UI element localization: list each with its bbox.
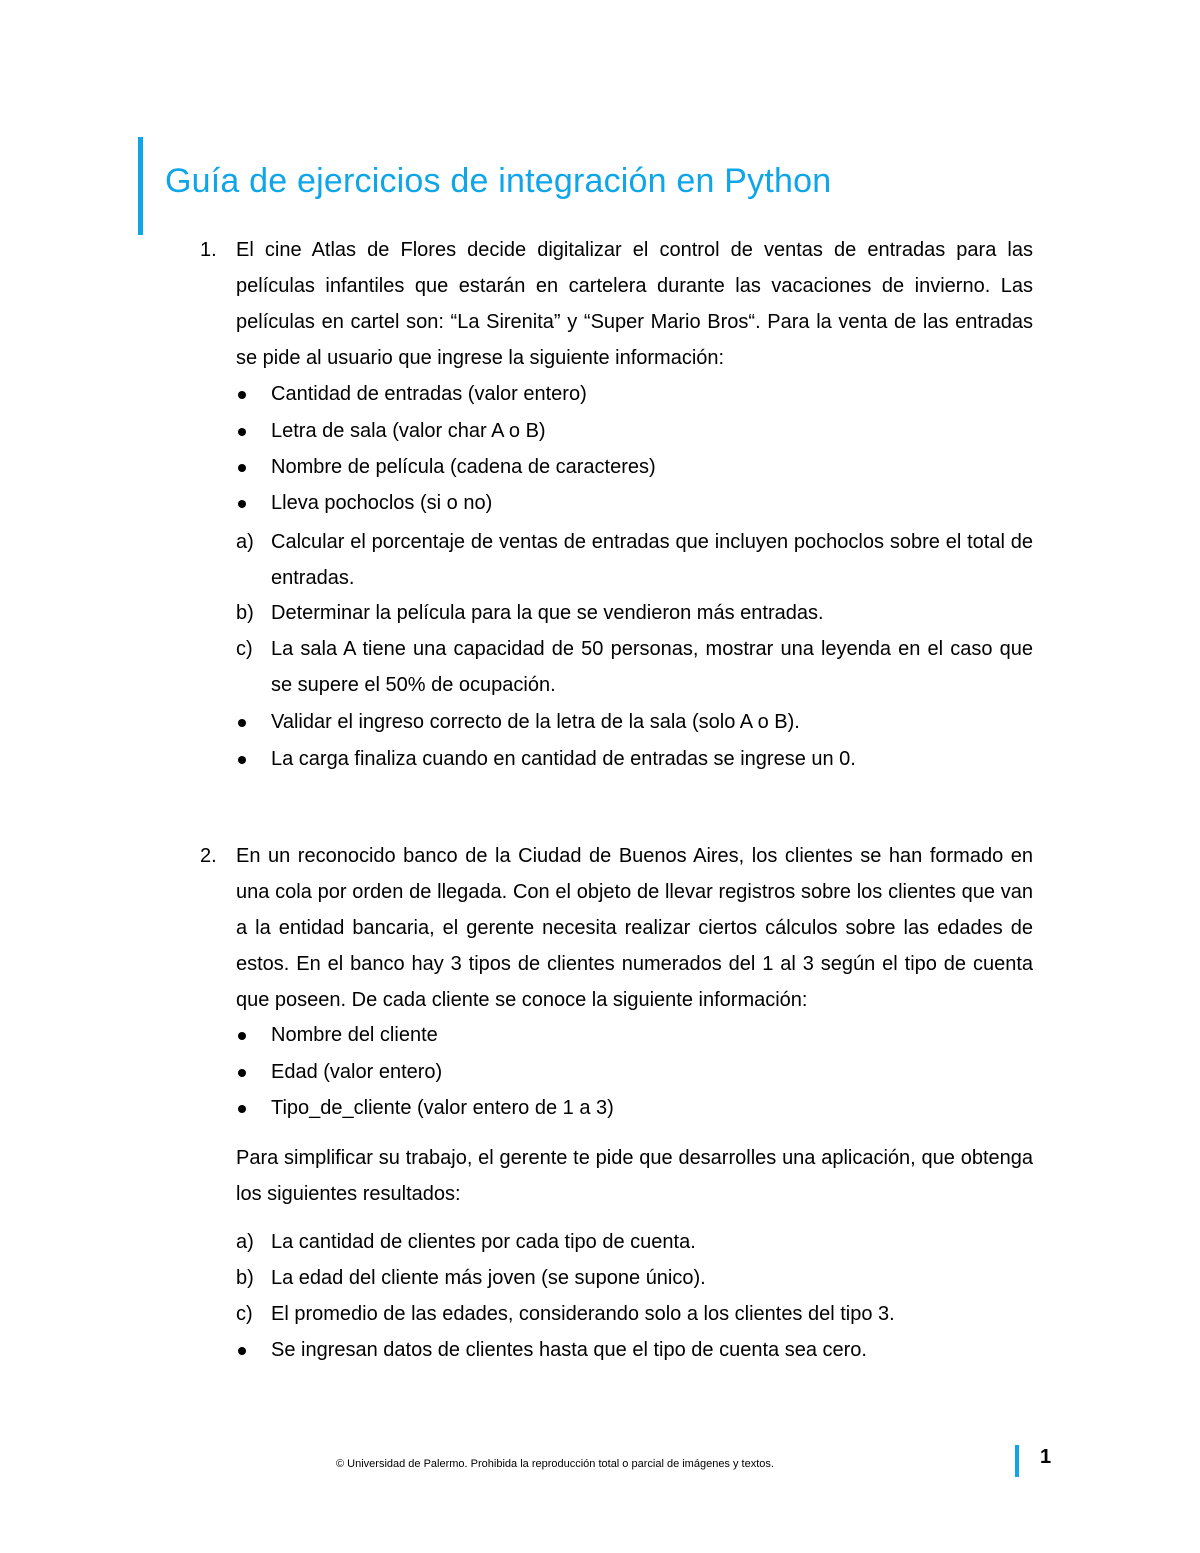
exercise-1-task-a: Calcular el porcentaje de ventas de entradas que incluyen pochoclos sobre el total de entradas.	[271, 531, 1033, 589]
title-accent-bar	[138, 137, 143, 235]
exercise-2-bullet-1: Nombre del cliente	[271, 1024, 438, 1046]
exercise-2-note-1: Se ingresan datos de clientes hasta que el tipo de cuenta sea cero.	[271, 1339, 867, 1361]
exercise-1-task-b-marker: b)	[236, 602, 254, 624]
exercise-1-number: 1.	[200, 239, 217, 261]
exercise-1-note-1: Validar el ingreso correcto de la letra de la sala (solo A o B).	[271, 711, 800, 733]
exercise-2-bullet-3: Tipo_de_cliente (valor entero de 1 a 3)	[271, 1097, 614, 1119]
exercise-2-intro: En un reconocido banco de la Ciudad de Buenos Aires, los clientes se han formado en una cola por orden de llegada. Con el objeto de llevar registros sobre los clientes que van a la entidad bancaria, el gerente necesita realizar ciertos cálculos sobre las edades de estos. En el banco hay 3 tipos de clientes numerados del 1 al 3 según el tipo de cuenta que poseen. De cada cliente se conoce la siguiente información:	[236, 845, 1033, 1011]
page-number: 1	[1040, 1446, 1052, 1468]
bullet-icon	[238, 1032, 246, 1040]
bullet-icon	[238, 1105, 246, 1113]
exercise-1-note-2: La carga finaliza cuando en cantidad de entradas se ingrese un 0.	[271, 748, 856, 770]
exercise-1-task-c: La sala A tiene una capacidad de 50 personas, mostrar una leyenda en el caso que se supere el 50% de ocupación.	[271, 638, 1033, 696]
exercise-1-bullet-2: Letra de sala (valor char A o B)	[271, 420, 546, 442]
exercise-1-bullet-4: Lleva pochoclos (si o no)	[271, 492, 493, 514]
exercise-2-task-a-marker: a)	[236, 1231, 254, 1253]
bullet-icon	[238, 1069, 246, 1077]
document-title: Guía de ejercicios de integración en Python	[165, 162, 832, 200]
exercise-2-bullet-2: Edad (valor entero)	[271, 1061, 443, 1083]
bullet-icon	[238, 428, 246, 436]
bullet-icon	[238, 1347, 246, 1355]
bullet-icon	[238, 500, 246, 508]
bullet-icon	[238, 756, 246, 764]
exercise-2-task-c: El promedio de las edades, considerando solo a los clientes del tipo 3.	[271, 1303, 895, 1325]
exercise-2-paragraph: Para simplificar su trabajo, el gerente te pide que desarrolles una aplicación, que obtenga los siguientes resultados:	[236, 1147, 1033, 1205]
exercise-1-intro: El cine Atlas de Flores decide digitalizar el control de ventas de entradas para las películas infantiles que estarán en cartelera durante las vacaciones de invierno. Las películas en cartel son: “La Sirenita” y “Super Mario Bros“. Para la venta de las entradas se pide al usuario que ingrese la siguiente información:	[236, 239, 1033, 369]
bullet-icon	[238, 391, 246, 399]
bullet-icon	[238, 719, 246, 727]
exercise-1-task-b: Determinar la película para la que se vendieron más entradas.	[271, 602, 824, 624]
exercise-2-task-c-marker: c)	[236, 1303, 253, 1325]
exercise-2-task-a: La cantidad de clientes por cada tipo de cuenta.	[271, 1231, 696, 1253]
exercise-2-task-b: La edad del cliente más joven (se supone único).	[271, 1267, 706, 1289]
exercise-1-bullet-1: Cantidad de entradas (valor entero)	[271, 383, 587, 405]
exercise-2-number: 2.	[200, 845, 217, 867]
bullet-icon	[238, 464, 246, 472]
exercise-1-task-c-marker: c)	[236, 638, 253, 660]
exercise-2-task-b-marker: b)	[236, 1267, 254, 1289]
exercise-1-task-a-marker: a)	[236, 531, 254, 553]
footer-copyright: © Universidad de Palermo. Prohibida la reproducción total o parcial de imágenes y textos.	[336, 1458, 774, 1470]
exercise-1-bullet-3: Nombre de película (cadena de caracteres)	[271, 456, 656, 478]
footer-accent-bar	[1015, 1445, 1019, 1477]
